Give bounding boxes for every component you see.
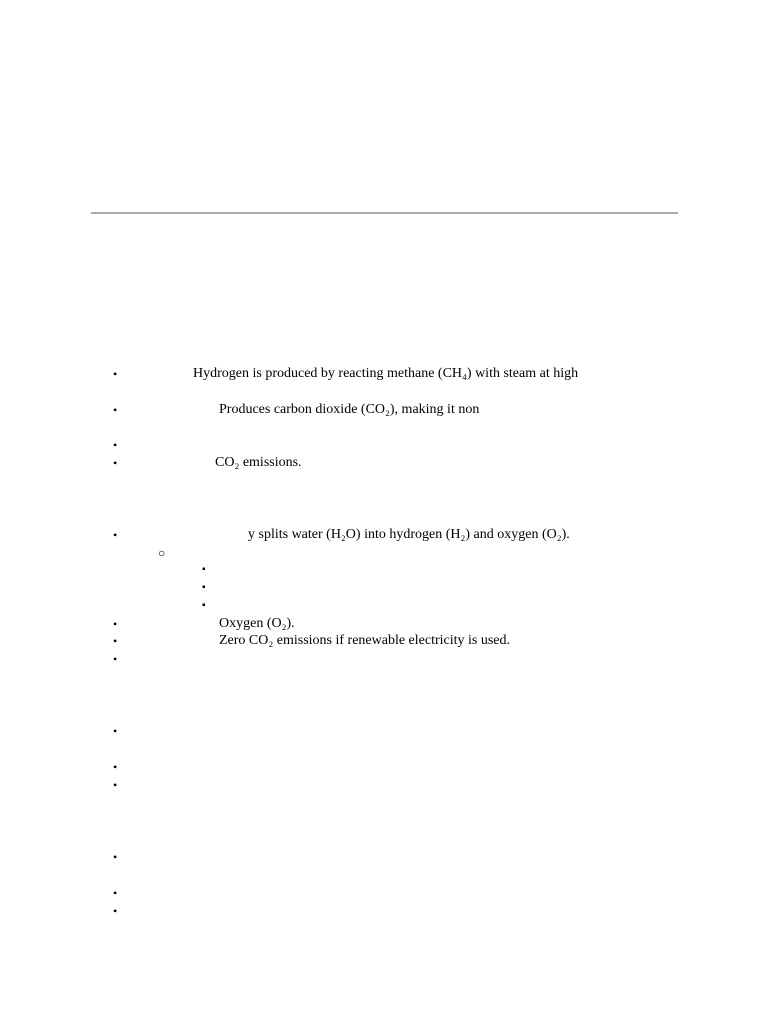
bullet-disc: • [113,456,118,470]
bullet-disc: • [113,760,118,774]
list-item [0,526,768,544]
bullet-disc: • [113,528,118,542]
bullet-disc: • [113,652,118,666]
bullet-disc: • [113,634,118,648]
bullet-disc: • [113,850,118,864]
horizontal-rule [91,212,678,214]
list-item-text: y splits water (H₂O) into hydrogen (H₂) and oxygen (O₂). [248,527,570,542]
bullet-disc: • [113,438,118,452]
list-item [0,632,768,650]
bullet-disc: • [113,886,118,900]
list-item [0,454,768,472]
list-item-nested [0,544,768,562]
list-item-text: Produces carbon dioxide (CO₂), making it non [219,402,480,417]
list-item [0,436,768,454]
list-item-nested [0,561,768,579]
list-item-text: CO₂ emissions. [215,455,302,470]
bullet-disc: • [113,724,118,738]
bullet-disc: • [113,778,118,792]
list-item [0,722,768,740]
bullet-square: ▪ [202,600,206,611]
list-item [0,365,768,383]
bullet-disc: • [113,403,118,417]
list-item [0,776,768,794]
bullet-disc: • [113,904,118,918]
list-item [0,902,768,920]
bullet-square: ▪ [202,582,206,593]
list-item [0,884,768,902]
list-item [0,758,768,776]
list-item-nested [0,579,768,597]
list-item [0,401,768,419]
list-item-text: Zero CO₂ emissions if renewable electricity is used. [219,633,511,648]
list-item [0,650,768,668]
list-item-nested [0,597,768,615]
bullet-disc: • [113,617,118,631]
bullet-square: ▪ [202,564,206,575]
list-item [0,848,768,866]
list-item-text: Hydrogen is produced by reacting methane (CH₄) with steam at high [193,366,579,381]
bullet-circle: ○ [158,546,166,560]
bullet-disc: • [113,367,118,381]
list-item-text: Oxygen (O₂). [219,616,295,631]
list-item [0,615,768,633]
